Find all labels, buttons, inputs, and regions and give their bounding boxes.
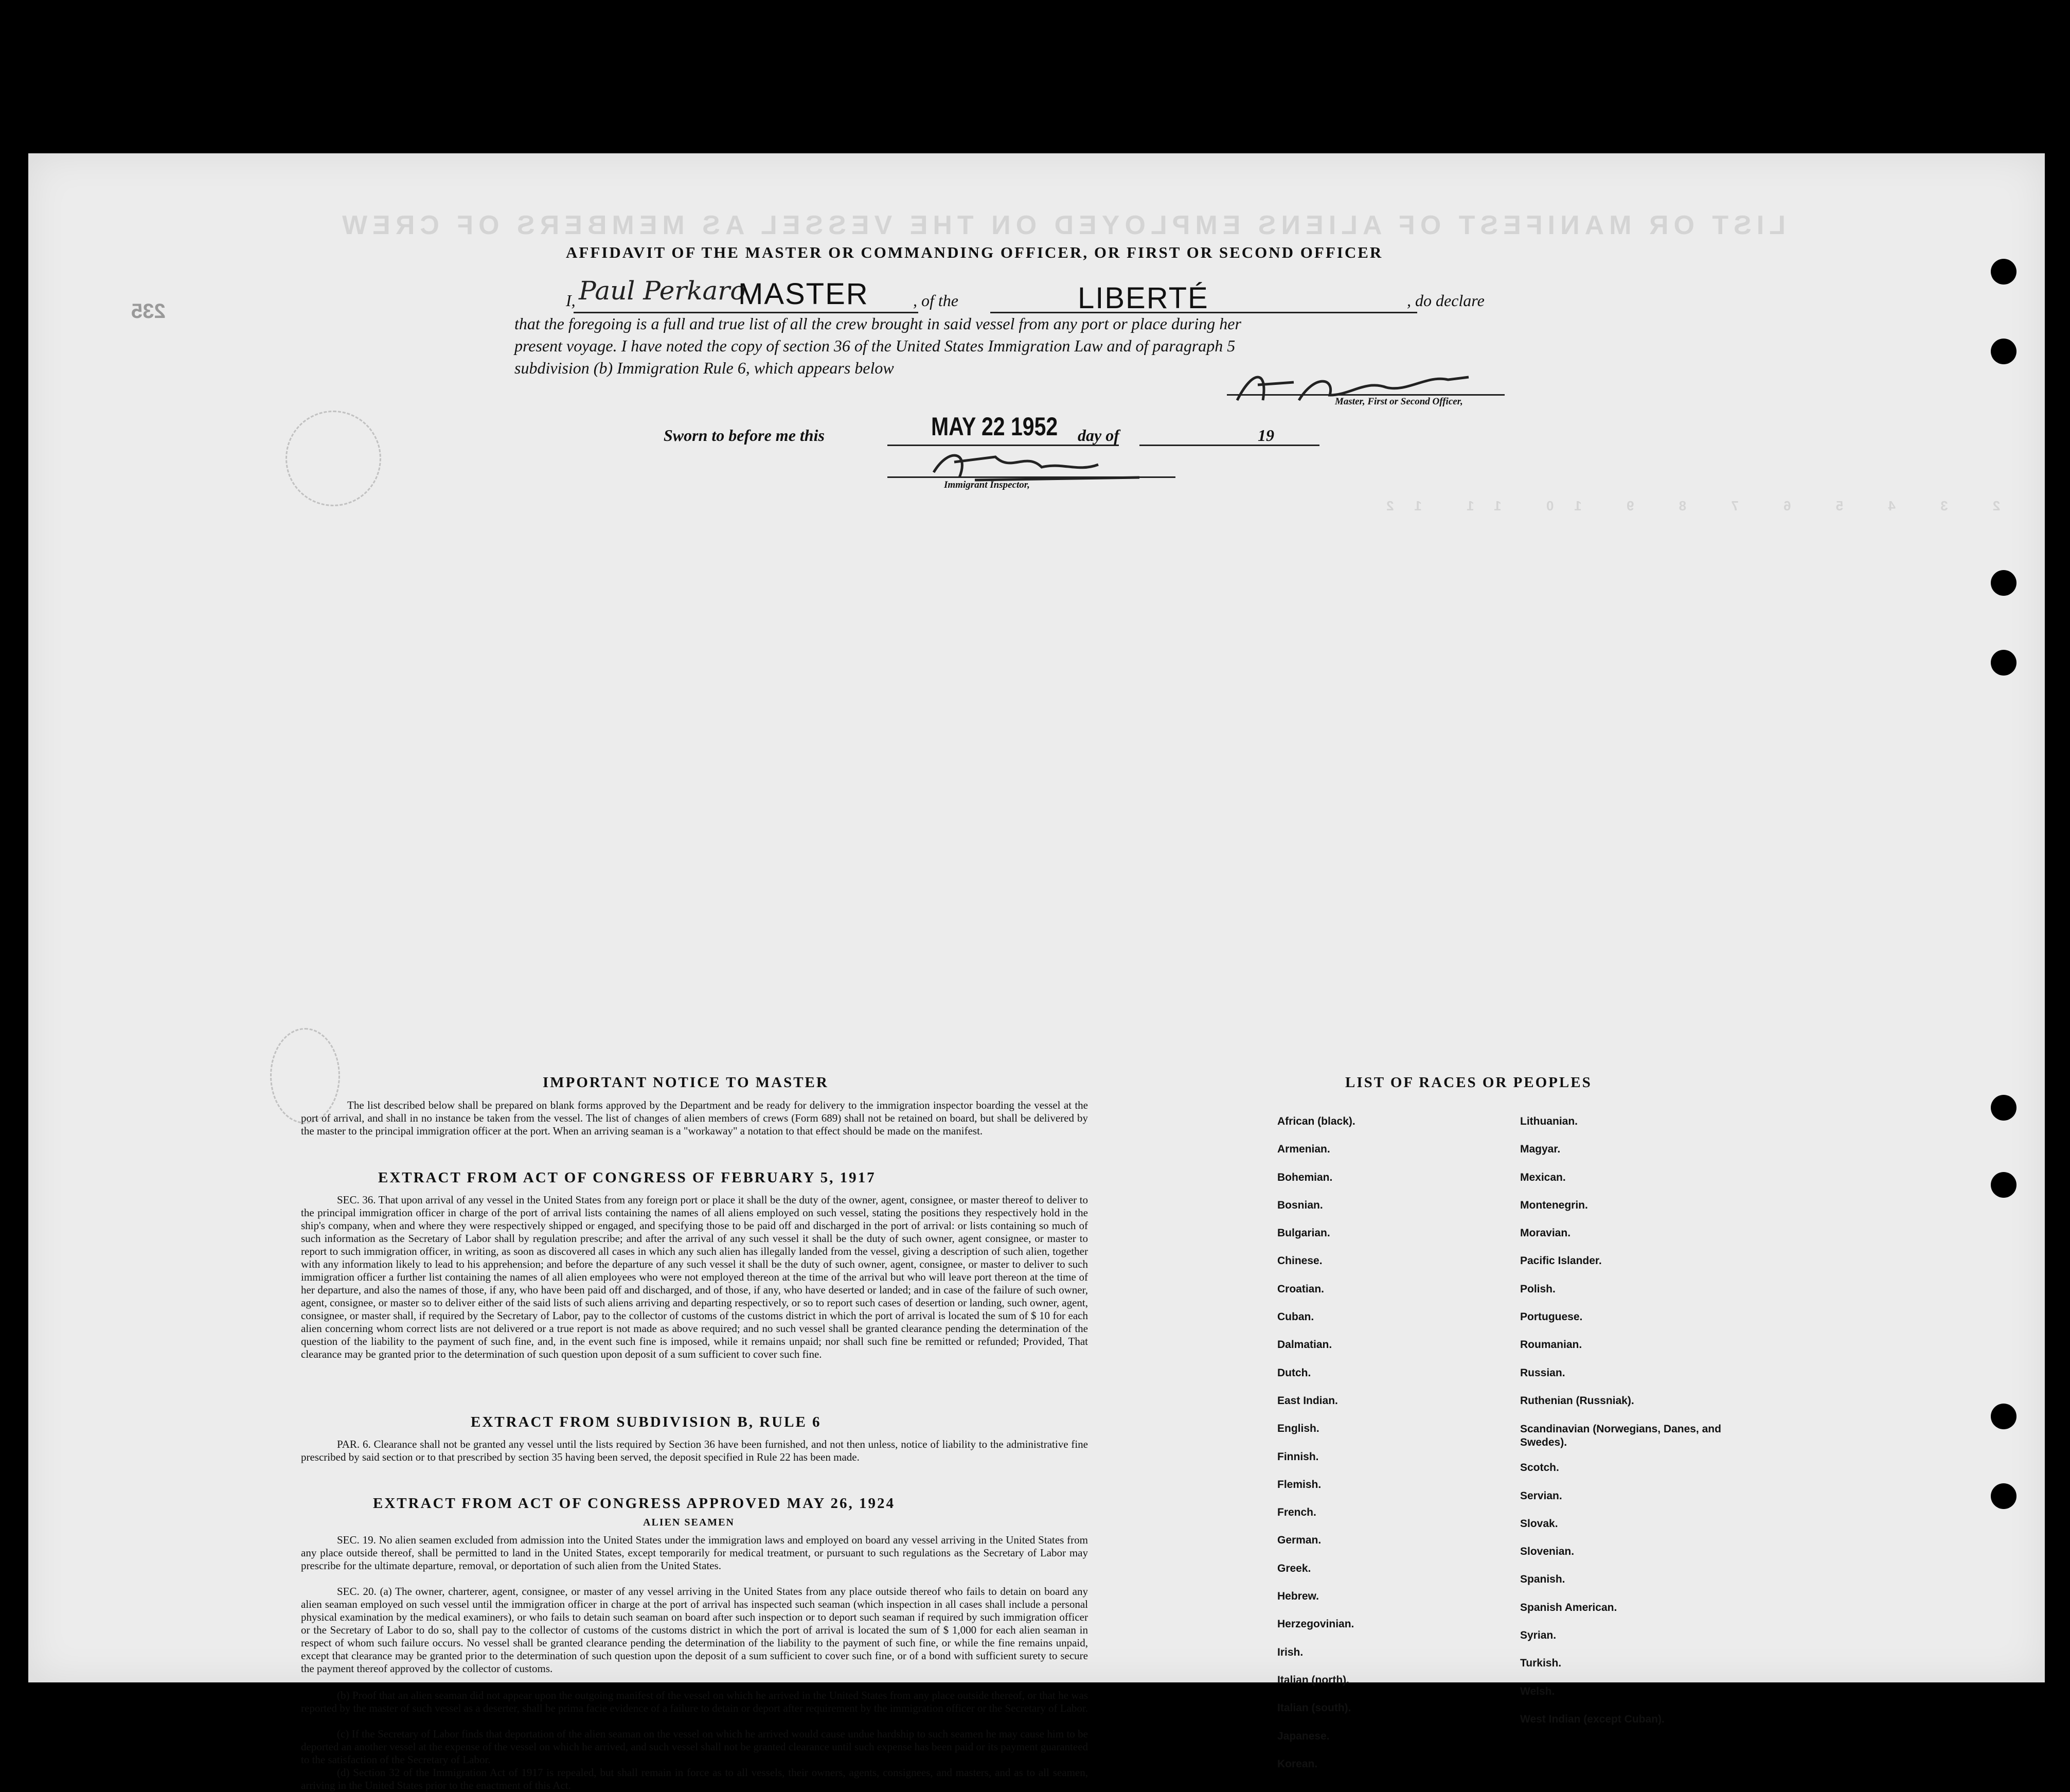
sworn-date-stamp: MAY 22 1952 — [931, 412, 1058, 441]
race-item: German. — [1277, 1534, 1322, 1547]
race-item: Lithuanian. — [1520, 1115, 1578, 1127]
notice-text: The list described below shall be prepared on blank forms approved by the Department and be ready for delivery to the immigration inspector boarding the vessel at the port of arrival, and shall in no instance be taken from the vessel. The list of changes of alien members of crews (Form 689) shall not be retained on board, but shall be delivered by the master to the principal immigration officer at the port. When an arriving seaman is a "workaway" a notation to that effect should be made on the manifest. — [301, 1099, 1088, 1137]
act-1924-p1: SEC. 19. No alien seamen excluded from admission into the United States under the immigration laws and employed on board any vessel arriving in the United States from any place outside thereof, shall be permitted to land in the United States, except temporarily for medical treatment, or pursuant to such regulations as the Secretary of Labor may prescribe for the ultimate departure, removal, or deportation of such alien from the United States. — [301, 1534, 1088, 1572]
race-item: Irish. — [1277, 1646, 1304, 1658]
inspector-signature-line — [887, 476, 1175, 478]
race-item: Spanish American. — [1520, 1601, 1617, 1613]
race-item: Cuban. — [1277, 1311, 1314, 1323]
race-item: Slovak. — [1520, 1517, 1558, 1530]
faint-stamp — [285, 411, 381, 506]
race-item: Turkish. — [1520, 1657, 1562, 1670]
rule-6-heading: EXTRACT FROM SUBDIVISION B, RULE 6 — [471, 1414, 822, 1430]
act-1924-p2: SEC. 20. (a) The owner, charterer, agent, consignee, or master of any vessel arriving in the United States from any place outside thereof who fails to detain on board any alien seaman employed on such vessel until the immigration officer in charge at the port of arrival has inspected such seaman (which inspection in all cases shall include a personal physical examination by the medical examiners), or who fails to detain such seaman on board after such inspection or to deport such seaman if required by such immigration officer or the Secretary of Labor to do so, shall pay to the collector of customs of the customs district in which the port of arrival is located the sum of $ 1,000 for each alien seaman in respect of whom such failure occurs. No vessel shall be granted clearance pending the determination of the liability to the payment of such fine, or while the fine remains unpaid, except that clearance may be granted prior to the determination of such question upon the deposit of a sum sufficient to cover such fine, or of a bond with sufficient surety to secure the payment thereof approved by the collector of customs. — [301, 1585, 1088, 1675]
race-item: Japanese. — [1277, 1730, 1330, 1742]
race-item: Roumanian. — [1520, 1339, 1582, 1351]
act-1924-subheading: ALIEN SEAMEN — [643, 1517, 735, 1528]
punch-hole — [1991, 1172, 2017, 1198]
race-item: English. — [1277, 1423, 1319, 1435]
races-heading: LIST OF RACES OR PEOPLES — [1345, 1074, 1592, 1091]
race-item: Greek. — [1277, 1562, 1311, 1574]
race-item: Mexican. — [1520, 1171, 1566, 1183]
race-item: Bohemian. — [1277, 1171, 1333, 1183]
act-1924-p3: (b) Proof that an alien seaman did not appear upon the outgoing manifest of the vessel on which he arrived in the United States from any place outside thereof, or that he was reported by the master of such vessel as a deserter, shall be prima facie evidence of a failure to detain or deport after requirement by the immigration officer or the Secretary of Labor. — [301, 1689, 1088, 1714]
race-item: Montenegrin. — [1520, 1199, 1588, 1211]
race-item: Welsh. — [1520, 1685, 1555, 1697]
day-of: day of — [1078, 426, 1119, 445]
affidavit-of-the: , of the — [913, 291, 958, 310]
role-handwritten: MASTER — [738, 277, 869, 311]
race-item: Moravian. — [1520, 1227, 1571, 1239]
inspector-caption: Immigrant Inspector, — [944, 480, 1030, 490]
race-item: Armenian. — [1277, 1143, 1330, 1156]
manifest-page — [28, 153, 2053, 1791]
master-signature-line — [1227, 394, 1505, 396]
rule-6-text: PAR. 6. Clearance shall not be granted any vessel until the lists required by Section 36 have been furnished, and not then unless, notice of liability to the administrative fine prescribed by said section or to that prescribed by section 35 having been served, the deposit specified in Rule 22 has been made. — [301, 1438, 1088, 1463]
race-item: Dalmatian. — [1277, 1339, 1332, 1351]
page-number: 235 — [131, 300, 166, 323]
punch-hole — [1991, 1404, 2017, 1429]
race-item: West Indian (except Cuban). — [1520, 1713, 1665, 1725]
affidavit-i: I, — [566, 291, 576, 310]
vessel-underline — [990, 312, 1417, 313]
race-item: Portuguese. — [1520, 1311, 1583, 1323]
race-item: Italian (south). — [1277, 1702, 1351, 1714]
act-1917-heading: EXTRACT FROM ACT OF CONGRESS OF FEBRUARY 5, 1917 — [378, 1169, 876, 1186]
bleed-through-heading: LIST OR MANIFEST OF ALIENS EMPLOYED ON THE VESSEL AS MEMBERS OF CREW — [337, 210, 1786, 240]
race-item: Herzegovinian. — [1277, 1618, 1354, 1630]
race-item: French. — [1277, 1506, 1316, 1519]
race-item: Flemish. — [1277, 1478, 1322, 1491]
master-caption: Master, First or Second Officer, — [1335, 396, 1463, 407]
race-item: Polish. — [1520, 1283, 1556, 1295]
race-item: Ruthenian (Russniak). — [1520, 1394, 1634, 1407]
race-item: Hebrew. — [1277, 1590, 1319, 1603]
race-item: Korean. — [1277, 1758, 1318, 1770]
race-item: Finnish. — [1277, 1450, 1319, 1463]
race-item: Scotch. — [1520, 1462, 1559, 1474]
act-1924-heading: EXTRACT FROM ACT OF CONGRESS APPROVED MAY 26, 1924 — [373, 1495, 895, 1512]
races-column-2 — [1520, 1115, 1736, 1741]
race-item: Scandinavian (Norwegians, Danes, and Swedes). — [1520, 1423, 1721, 1449]
affidavit-heading: AFFIDAVIT OF THE MASTER OR COMMANDING OFFICER, OR FIRST OR SECOND OFFICER — [566, 243, 1383, 261]
name-underline — [574, 312, 918, 313]
act-1924-p4: (c) If the Secretary of Labor finds that deportation of the alien seaman on the vessel on which he arrived would cause undue hardship to such seamen he may cause him to be deported an another vessel at the expense of the vessel on which he arrived, and such vessel shall not be granted clearance until such expense has been paid or its payment guaranteed to the satisfaction of the Secretary of Labor. — [301, 1728, 1088, 1766]
race-item: Chinese. — [1277, 1255, 1323, 1267]
act-1917-text: SEC. 36. That upon arrival of any vessel in the United States from any foreign port or place it shall be the duty of the owner, agent, consignee, or master thereof to deliver to the principal immigration officer in charge of the port of arrival lists containing the names of all aliens employed on such vessel, stating the positions they respectively hold in the ship's company, when and where they were respectively shipped or engaged, and specifying those to be paid off and discharged in the port of arrival: or lists containing so much of such information as the Secretary of Labor shall by regulation prescribe; and after the arrival of any such vessel it shall be the duty of such owner, agent consignee, or master to report to such immigration officer, in writing, as soon as discovered all cases in which any such alien has illegally landed from the vessel, giving a description of such alien, together with any information likely to lead to his apprehension; and before the departure of any such vessel it shall be the duty of such owner, agent, consignee, or master to deliver to such immigration officer a further list containing the names of all alien employees who were not employed thereon at the time of the arrival but who will leave port thereon at the time of her departure, and also the names of those, if any, who have been paid off and discharged, and of those, if any, who have deserted or landed; and in case of the failure of such owner, agent, consignee, or master so to deliver either of the said lists of such aliens arriving and departing respectively, or so to report such cases of desertion or landing, such owner, agent, consignee, or master shall, if required by the Secretary of Labor, pay to the collector of customs of the customs district in which the port of arrival is located the sum of $ 10 for each alien concerning whom correct lists are not delivered or a true report is not made as above required; and no such vessel shall be granted clearance pending the determination of the question of the liability to the payment of such fine, and, in the event such fine is imposed, while it remains unpaid; nor shall such fine be remitted or refunded; Provided, That clearance may be granted prior to the determination of such question upon deposit of a sum sufficient to cover such fine. — [301, 1194, 1088, 1360]
race-item: Italian (north). — [1277, 1674, 1349, 1686]
year-prefix: 19 — [1258, 426, 1274, 445]
punch-hole — [1991, 650, 2017, 676]
race-item: Magyar. — [1520, 1143, 1561, 1156]
sworn-text: Sworn to before me this — [664, 426, 825, 445]
punch-hole — [1991, 259, 2017, 285]
race-item: African (black). — [1277, 1115, 1355, 1127]
act-1924-p5: (d) Section 32 of the Immigration Act of 1917 is repealed, but shall remain in force as to all vessels, their owners, agents, consignees, and masters, and as to all seamen, arriving in the United States prior to the enactment of this Act. — [301, 1766, 1088, 1791]
race-item: Croatian. — [1277, 1283, 1325, 1295]
race-item: Pacific Islander. — [1520, 1255, 1602, 1267]
race-item: Bosnian. — [1277, 1199, 1323, 1211]
punch-hole — [1991, 1483, 2017, 1509]
punch-hole — [1991, 1095, 2017, 1121]
race-item: Dutch. — [1277, 1367, 1311, 1379]
race-item: Slovenian. — [1520, 1546, 1575, 1558]
notice-heading: IMPORTANT NOTICE TO MASTER — [543, 1074, 829, 1091]
master-signature-handwritten: Paul Perkaro — [579, 276, 746, 306]
affidavit-line-3: subdivision (b) Immigration Rule 6, which appears below — [514, 359, 894, 377]
vessel-name-handwritten: LIBERTÉ — [1078, 281, 1209, 315]
bleed-through-columns: 1 2 3 4 5 6 7 8 9 10 11 12 — [1366, 498, 2053, 513]
affidavit-line-1: that the foregoing is a full and true list of all the crew brought in said vessel from any port or place during her — [514, 314, 1241, 333]
affidavit-line-2: present voyage. I have noted the copy of section 36 of the United States Immigration Law and of paragraph 5 — [514, 336, 1236, 355]
race-item: Bulgarian. — [1277, 1227, 1330, 1239]
race-item: East Indian. — [1277, 1394, 1338, 1407]
affidavit-do-declare: , do declare — [1407, 291, 1485, 310]
race-item: Spanish. — [1520, 1573, 1565, 1586]
race-item: Servian. — [1520, 1489, 1562, 1502]
punch-hole — [1991, 339, 2017, 364]
year-underline — [1278, 445, 1319, 446]
race-item: Syrian. — [1520, 1629, 1557, 1642]
race-item: Russian. — [1520, 1367, 1565, 1379]
races-column-1 — [1277, 1115, 1355, 1786]
punch-hole — [1991, 570, 2017, 596]
